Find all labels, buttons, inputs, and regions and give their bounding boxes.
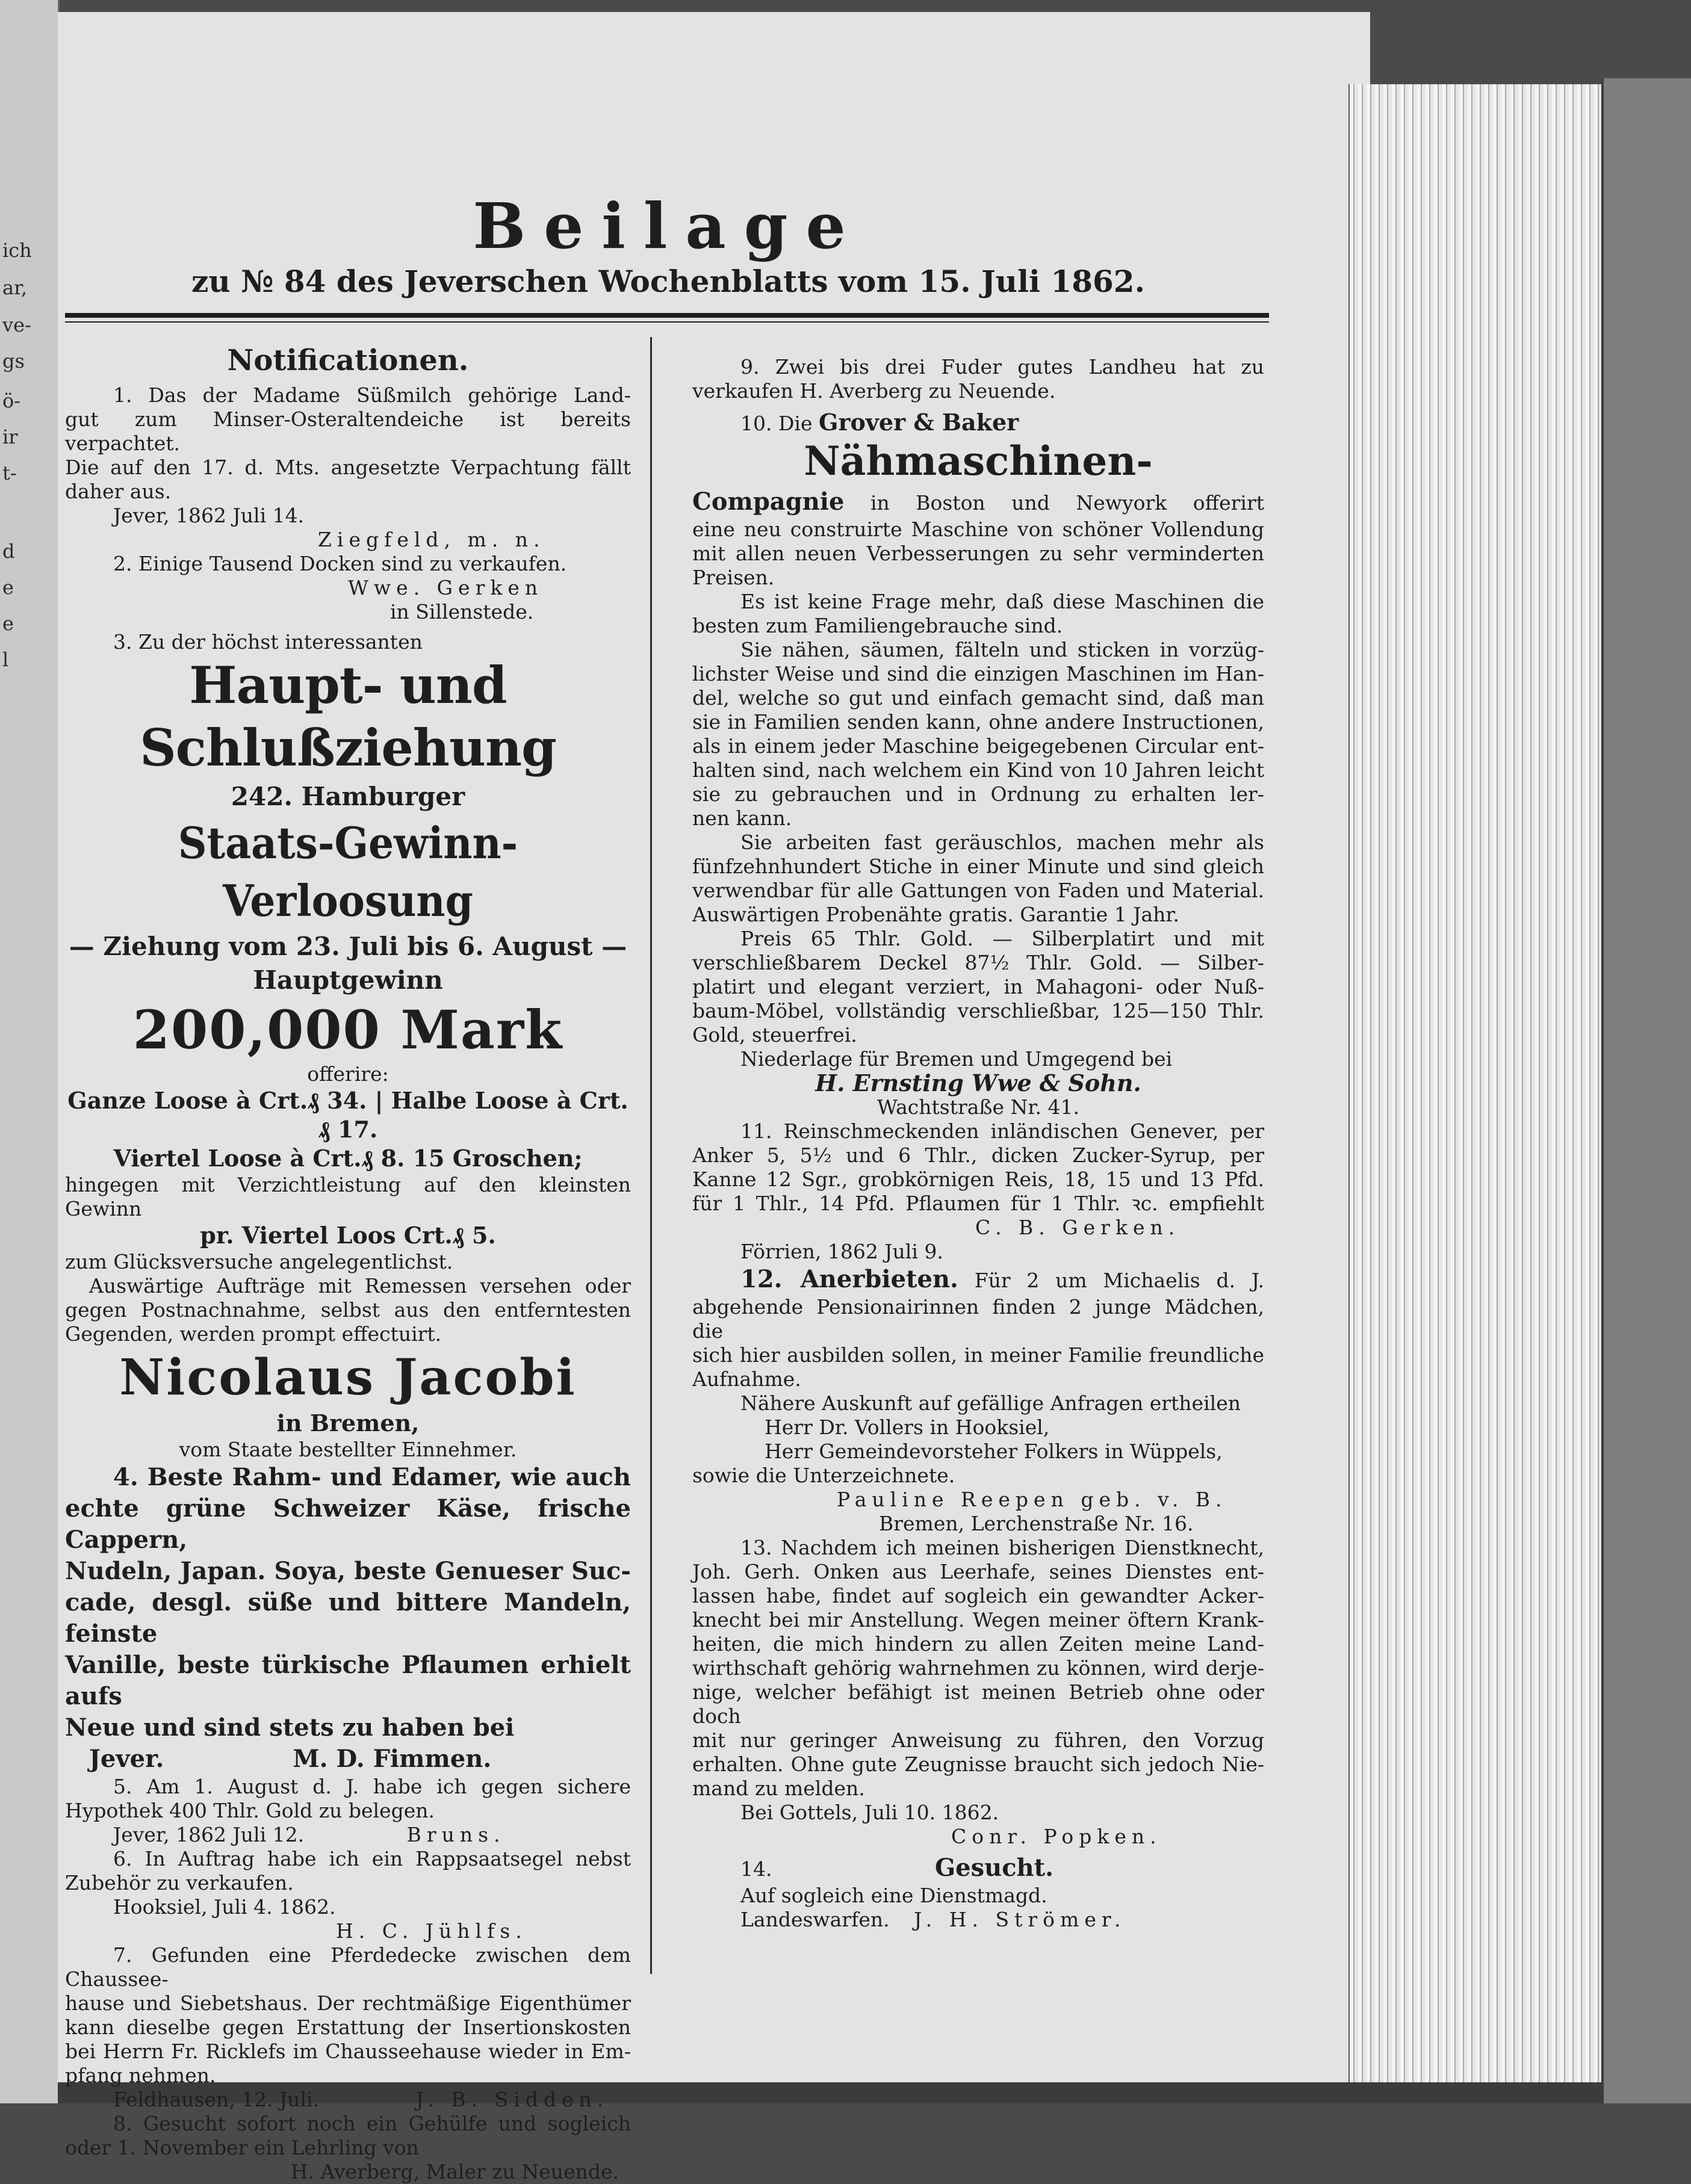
text-line: 13. Nachdem ich meinen bisherigen Dienstknecht, bbox=[740, 1536, 1264, 1559]
dateline: Feldhausen, 12. Juli. bbox=[113, 2088, 320, 2111]
dateline: Bei Gottels, Juli 10. 1862. bbox=[740, 1801, 999, 1824]
signature-line bbox=[692, 1908, 1264, 1932]
text-line: Vanille, beste türkische Pflaumen erhielt aufs bbox=[65, 1651, 631, 1710]
text-line: sowie die Unterzeichnete. bbox=[692, 1464, 955, 1487]
ad-subheadline: 242. Hamburger bbox=[231, 782, 465, 811]
text-line: Herr Gemeindevorsteher Folkers in Wüppels, bbox=[765, 1440, 1223, 1463]
text-line: 2. Einige Tausend Docken sind zu verkaufen. bbox=[113, 552, 567, 575]
text-line: Preisen. bbox=[692, 566, 775, 589]
text-line: verwendbar für alle Gattungen von Faden und Material. bbox=[692, 879, 1264, 902]
left-column bbox=[65, 340, 631, 2184]
text-line bbox=[692, 410, 1264, 436]
text-line-rest: in Boston und Newyork offerirt bbox=[870, 491, 1264, 515]
text-line: Auswärtige Aufträge mit Remessen versehen oder bbox=[89, 1274, 631, 1298]
text-line: bei Herrn Fr. Ricklefs im Chausseehause wieder in Em- bbox=[65, 2040, 631, 2063]
header-rule-thin bbox=[65, 321, 1269, 323]
brand-name: Grover & Baker bbox=[819, 409, 1019, 436]
issue-subtitle: zu № 84 des Jeverschen Wochenblatts vom 15. Juli 1862. bbox=[191, 264, 1145, 299]
text-line bbox=[692, 486, 1264, 518]
ad-headline: Nähmaschinen- bbox=[804, 438, 1153, 484]
text-line: verkaufen H. Averberg zu Neuende. bbox=[692, 379, 1056, 403]
signature-place: Landeswarfen. bbox=[740, 1908, 890, 1931]
text-line: oder 1. November ein Lehrling von bbox=[65, 2136, 419, 2159]
fragment: ar, bbox=[2, 276, 28, 299]
signature: Wwe. Gerken bbox=[348, 576, 544, 599]
text-line: für 1 Thlr., 14 Pfd. Pflaumen für 1 Thlr. ꝛc. empfiehlt bbox=[692, 1192, 1264, 1215]
text-line: mit nur geringer Anweisung zu führen, den Vorzug bbox=[692, 1728, 1264, 1752]
signature: M. D. Fimmen. bbox=[293, 1745, 492, 1773]
address-line: Bremen, Lerchenstraße Nr. 16. bbox=[879, 1512, 1194, 1535]
ad-dates: — Ziehung vom 23. Juli bis 6. August — bbox=[69, 932, 627, 961]
signature-line bbox=[65, 1823, 631, 1847]
text-line: Niederlage für Bremen und Umgegend bei bbox=[740, 1047, 1173, 1071]
fragment: l bbox=[2, 648, 9, 671]
text-line: erhalten. Ohne gute Zeugnisse braucht sich jedoch Nie- bbox=[692, 1752, 1264, 1776]
ad-name: Nicolaus Jacobi bbox=[119, 1349, 577, 1406]
text-line: Joh. Gerh. Onken aus Leerhafe, seines Dienstes ent- bbox=[692, 1560, 1264, 1583]
text-line: sie zu gebrauchen und in Ordnung zu erhalten ler- bbox=[692, 782, 1264, 806]
text-line: 7. Gefunden eine Pferdedecke zwischen dem Chaussee- bbox=[65, 1943, 631, 1991]
fragment: ve- bbox=[2, 314, 31, 336]
text-line: Herr Dr. Vollers in Hooksiel, bbox=[765, 1415, 1050, 1439]
signature: H. Averberg, Maler zu Neuende. bbox=[290, 2160, 619, 2183]
text-line: Gegenden, werden prompt effectuirt. bbox=[65, 1322, 442, 1346]
signature: J. B. Sidden. bbox=[415, 2088, 609, 2111]
company-word: Compagnie bbox=[692, 487, 845, 516]
text-line: Hypothek 400 Thlr. Gold zu belegen. bbox=[65, 1799, 435, 1822]
text-line: Nudeln, Japan. Soya, beste Genueser Suc- bbox=[65, 1557, 631, 1585]
signature-line bbox=[65, 1743, 631, 1775]
text-line: cade, desgl. süße und bittere Mandeln, feinste bbox=[65, 1588, 631, 1648]
signature: J. H. Strömer. bbox=[914, 1908, 1126, 1931]
text-line: Kanne 12 Sgr., grobkörnigen Reis, 18, 15 und 13 Pfd. bbox=[692, 1168, 1264, 1191]
fragment: ir bbox=[2, 425, 18, 448]
item-number: 10. Die bbox=[740, 412, 813, 435]
text-line: fünfzehnhundert Stiche in einer Minute und sind gleich bbox=[692, 855, 1264, 878]
text-line: 3. Zu der höchst interessanten bbox=[113, 630, 423, 654]
text-line: 1. Das der Madame Süßmilch gehörige Land- bbox=[113, 383, 631, 407]
fragment: ö- bbox=[2, 389, 21, 412]
dateline: Jever, 1862 Juli 14. bbox=[113, 504, 305, 527]
signature-line bbox=[65, 2088, 631, 2112]
address-line: Wachtstraße Nr. 41. bbox=[877, 1095, 1079, 1119]
page-title: Beilage bbox=[473, 189, 864, 263]
fragment: ich bbox=[2, 239, 32, 262]
text-line bbox=[692, 1264, 1264, 1295]
text-line: lichster Weise und sind die einzigen Maschinen im Han- bbox=[692, 662, 1264, 685]
text-line: Die auf den 17. d. Mts. angesetzte Verpachtung fällt bbox=[65, 456, 631, 479]
signature: Bruns. bbox=[406, 1823, 506, 1846]
text-line: 4. Beste Rahm- und Edamer, wie auch bbox=[113, 1463, 631, 1491]
text-line: Sie arbeiten fast geräuschlos, machen mehr als bbox=[740, 831, 1264, 854]
ad-subheadline: Hauptgewinn bbox=[253, 965, 443, 995]
text-line: lassen habe, findet auf sogleich ein gewandter Acker- bbox=[692, 1584, 1264, 1607]
text-line: verschließbarem Deckel 87½ Thlr. Gold. — Silber- bbox=[692, 951, 1264, 974]
text-line: Gold, steuerfrei. bbox=[692, 1023, 857, 1047]
text-line: als in einem jeder Maschine beigegebenen Circular ent- bbox=[692, 734, 1264, 758]
dateline: Jever, 1862 Juli 12. bbox=[113, 1823, 305, 1846]
text-line: mit allen neuen Verbesserungen zu sehr verminderten bbox=[692, 542, 1264, 565]
text-line: Auswärtigen Probenähte gratis. Garantie 1 Jahr. bbox=[692, 903, 1180, 926]
text-line: Anker 5, 5½ und 6 Thlr., dicken Zucker-Syrup, per bbox=[692, 1143, 1264, 1167]
section-label: Gesucht. bbox=[934, 1854, 1054, 1882]
dateline: Hooksiel, Juli 4. 1862. bbox=[113, 1895, 336, 1919]
ad-place: in Bremen, bbox=[276, 1409, 420, 1437]
text-line: hause und Siebetshaus. Der rechtmäßige Eigenthümer bbox=[65, 1991, 631, 2015]
firm-name: H. Ernsting Wwe & Sohn. bbox=[815, 1069, 1141, 1097]
fragment: d bbox=[2, 540, 15, 563]
text-line: offerire: bbox=[307, 1062, 389, 1086]
text-line-rest: Für 2 um Michaelis d. J. bbox=[974, 1269, 1265, 1292]
fragment: e bbox=[2, 612, 14, 635]
dateline: Förrien, 1862 Juli 9. bbox=[740, 1240, 943, 1263]
text-line: 9. Zwei bis drei Fuder gutes Landheu hat zu bbox=[740, 355, 1264, 379]
text-line: Aufnahme. bbox=[692, 1367, 801, 1391]
signature-place: in Sillenstede. bbox=[390, 600, 534, 623]
ad-headline: Haupt- und Schlußziehung bbox=[140, 655, 556, 778]
item-number: 14. bbox=[740, 1857, 772, 1881]
signature: Pauline Reepen geb. v. B. bbox=[837, 1488, 1227, 1511]
fragment: e bbox=[2, 576, 14, 599]
text-line: del, welche so gut und einfach gemacht sind, daß man bbox=[692, 686, 1264, 710]
right-column bbox=[692, 355, 1264, 1932]
text-line bbox=[692, 1852, 1264, 1884]
text-line: besten zum Familiengebrauche sind. bbox=[692, 614, 1063, 637]
text-line: daher aus. bbox=[65, 480, 172, 503]
signature-place: Jever. bbox=[89, 1745, 164, 1773]
text-line: 5. Am 1. August d. J. habe ich gegen sichere bbox=[113, 1775, 631, 1798]
text-line: echte grüne Schweizer Käse, frische Cappern, bbox=[65, 1494, 631, 1554]
section-heading: Notificationen. bbox=[227, 344, 469, 377]
page-edges bbox=[1348, 84, 1603, 2082]
column-divider bbox=[650, 337, 652, 1974]
text-line: platirt und elegant verziert, in Mahagoni- oder Nuß- bbox=[692, 975, 1264, 998]
text-line: sie in Familien senden kann, ohne andere Instructionen, bbox=[692, 710, 1264, 734]
text-line: Es ist keine Frage mehr, daß diese Maschinen die bbox=[740, 590, 1264, 613]
text-line: vom Staate bestellter Einnehmer. bbox=[179, 1438, 517, 1461]
ad-headline: Staats-Gewinn-Verloosung bbox=[178, 817, 518, 926]
text-line: heiten, die mich hindern zu allen Zeiten meine Land- bbox=[692, 1632, 1264, 1656]
fragment: t- bbox=[2, 462, 17, 484]
text-line: wirthschaft gehörig wahrnehmen zu können, wird derje- bbox=[692, 1656, 1264, 1680]
price-line: pr. Viertel Loos Crt.₰ 5. bbox=[200, 1222, 496, 1249]
signature: Ziegfeld, m. n. bbox=[318, 528, 545, 551]
text-line: Nähere Auskunft auf gefällige Anfragen ertheilen bbox=[740, 1391, 1241, 1415]
text-line: gegen Postnachnahme, selbst aus den entferntesten bbox=[65, 1298, 631, 1322]
text-line: Zubehör zu verkaufen. bbox=[65, 1871, 294, 1895]
book-cover-board bbox=[1601, 78, 1691, 2103]
text-line: Auf sogleich eine Dienstmagd. bbox=[740, 1884, 1047, 1907]
ad-amount: 200,000 Mark bbox=[132, 998, 563, 1061]
adjacent-page-sliver bbox=[0, 0, 60, 2103]
fragment: gs bbox=[2, 350, 25, 373]
section-label: 12. Anerbieten. bbox=[740, 1265, 958, 1293]
signature: C. B. Gerken. bbox=[975, 1216, 1181, 1239]
text-line: nige, welcher befähigt ist meinen Betrieb ohne oder doch bbox=[692, 1680, 1264, 1728]
text-line: zum Glücksversuche angelegentlichst. bbox=[65, 1250, 453, 1273]
text-line: baum-Möbel, vollständig verschließbar, 125—150 Thlr. bbox=[692, 999, 1264, 1022]
price-line: Ganze Loose à Crt.₰ 34. | Halbe Loose à Crt.₰ 17. bbox=[67, 1087, 628, 1143]
text-line: mand zu melden. bbox=[692, 1777, 865, 1800]
text-line: halten sind, nach welchem ein Kind von 10 Jahren leicht bbox=[692, 758, 1264, 782]
text-line: nen kann. bbox=[692, 806, 792, 830]
text-line: hingegen mit Verzichtleistung auf den kleinsten Gewinn bbox=[65, 1173, 631, 1220]
text-line: abgehende Pensionairinnen finden 2 junge Mädchen, die bbox=[692, 1295, 1264, 1343]
price-line: Viertel Loose à Crt.₰ 8. 15 Groschen; bbox=[113, 1145, 583, 1172]
text-line: knecht bei mir Anstellung. Wegen meiner öftern Krank- bbox=[692, 1608, 1264, 1632]
text-line: pfang nehmen. bbox=[65, 2064, 216, 2087]
text-line: sich hier ausbilden sollen, in meiner Familie freundliche bbox=[692, 1343, 1264, 1367]
text-line: 11. Reinschmeckenden inländischen Genever, per bbox=[740, 1119, 1264, 1143]
signature: Conr. Popken. bbox=[951, 1825, 1162, 1848]
text-line: 8. Gesucht sofort noch ein Gehülfe und sogleich bbox=[113, 2112, 631, 2135]
header-rule bbox=[65, 313, 1269, 318]
text-line: Preis 65 Thlr. Gold. — Silberplatirt und mit bbox=[740, 927, 1264, 950]
text-line: kann dieselbe gegen Erstattung der Insertionskosten bbox=[65, 2015, 631, 2039]
text-line: eine neu construirte Maschine von schöner Vollendung bbox=[692, 518, 1264, 541]
text-line: 6. In Auftrag habe ich ein Rappsaatsegel nebst bbox=[113, 1847, 631, 1870]
text-line: Neue und sind stets zu haben bei bbox=[65, 1713, 515, 1742]
signature: H. C. Jühlfs. bbox=[336, 1919, 527, 1943]
text-line: gut zum Minser-Osteraltendeiche ist bereits verpachtet. bbox=[65, 407, 631, 455]
text-line: Sie nähen, säumen, fälteln und sticken in vorzüg- bbox=[740, 638, 1264, 661]
